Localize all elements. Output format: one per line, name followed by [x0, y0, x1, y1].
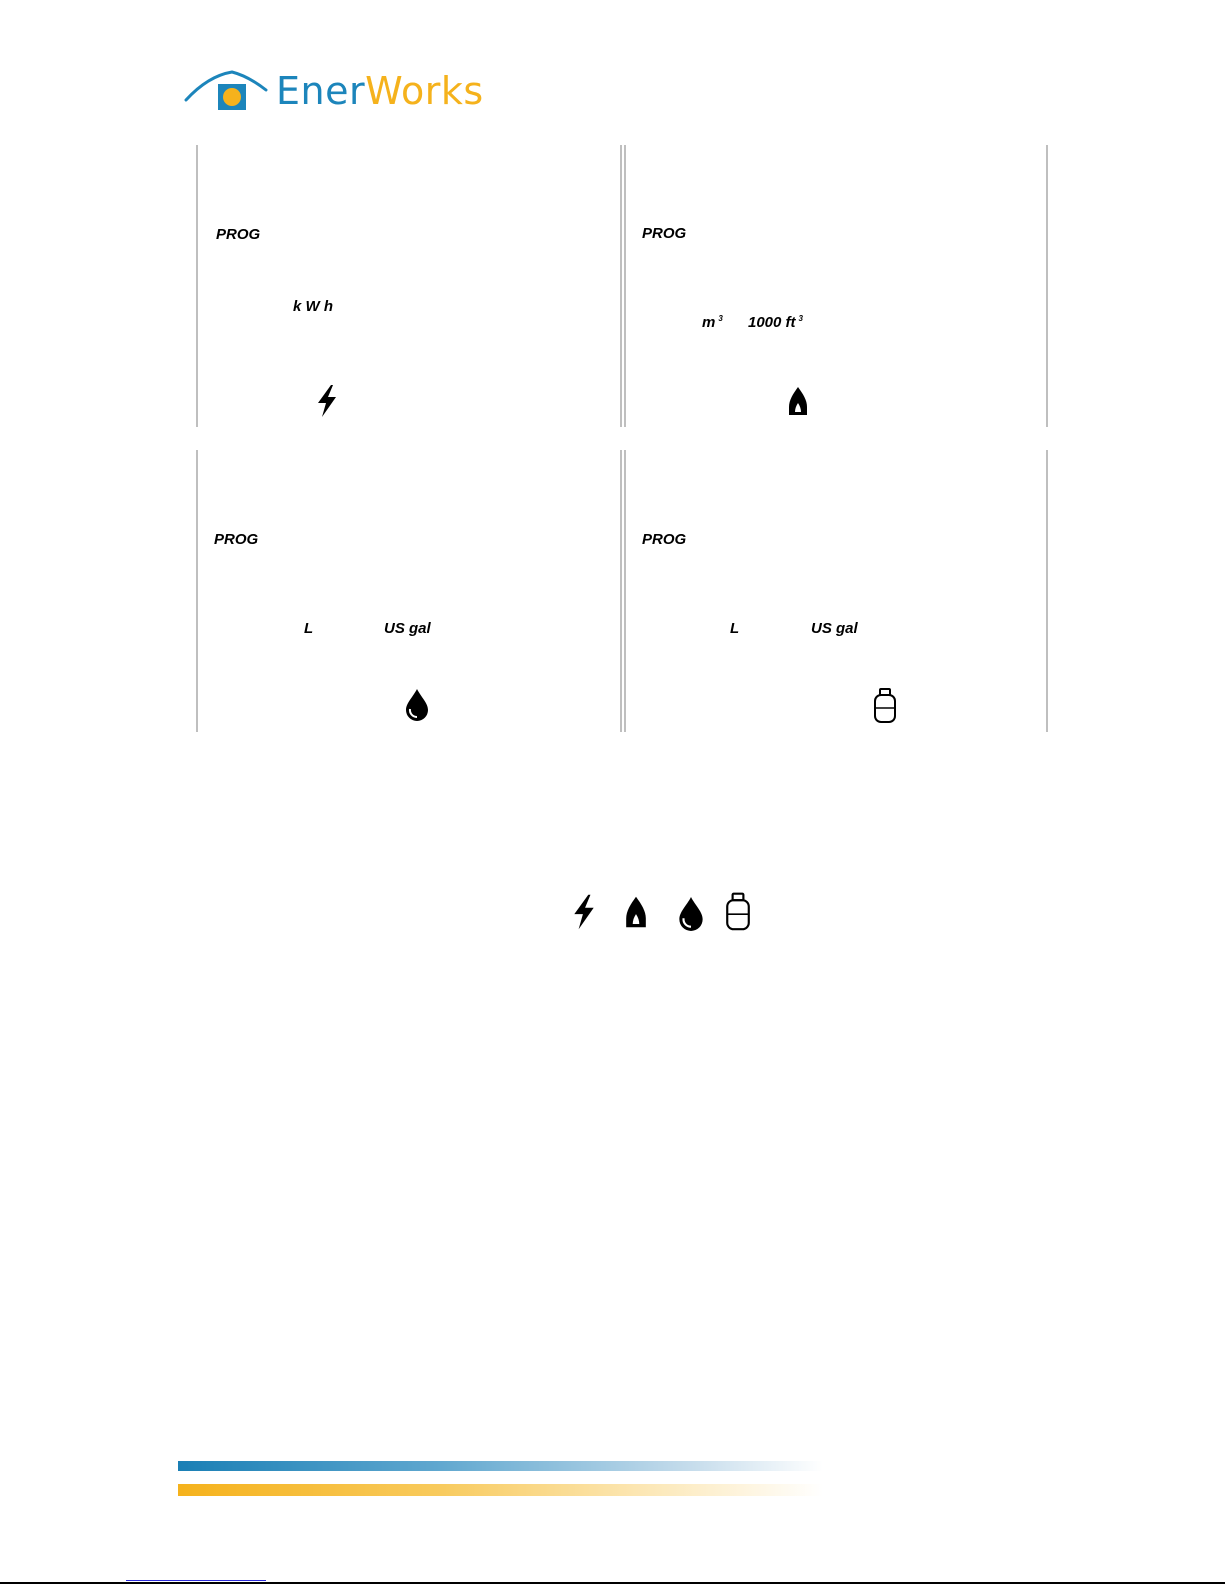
gas-flame-icon — [624, 894, 648, 930]
panel-divider — [1046, 145, 1048, 427]
panel-divider — [196, 450, 198, 732]
unit-liters: L — [304, 620, 314, 637]
unit-us-gallons: US gal — [811, 620, 858, 637]
house-sun-logo-icon — [180, 62, 280, 122]
panel-divider — [620, 450, 622, 732]
prog-label: PROG — [214, 531, 259, 548]
propane-tank-icon — [872, 688, 898, 724]
oil-drop-icon — [404, 688, 430, 722]
footer-blue-gradient-bar — [178, 1461, 1038, 1471]
prog-label: PROG — [642, 531, 687, 548]
unit-cubic-meters: m $^3$ — [702, 314, 723, 331]
panel-divider — [624, 145, 626, 427]
footer-rule — [0, 1582, 1225, 1584]
unit-us-gallons: US gal — [384, 620, 431, 637]
lightning-bolt-icon — [314, 384, 340, 418]
footer-yellow-gradient-bar — [178, 1484, 1038, 1496]
panel-divider — [196, 145, 198, 427]
prog-label: PROG — [216, 226, 261, 243]
oil-drop-icon — [677, 896, 705, 932]
footer-link-underline[interactable] — [126, 1580, 266, 1581]
gas-flame-icon — [787, 386, 809, 416]
panel-divider — [1046, 450, 1048, 732]
unit-liters: L — [730, 620, 740, 637]
panel-divider — [624, 450, 626, 732]
unit-kwh: k W h — [293, 298, 333, 315]
enerworks-logo — [180, 62, 490, 122]
panel-divider — [620, 145, 622, 427]
lightning-bolt-icon — [570, 893, 598, 931]
prog-label: PROG — [642, 225, 687, 242]
propane-tank-icon — [724, 892, 752, 932]
unit-thousand-cubic-feet: 1000 ft $^3$ — [748, 314, 803, 331]
brand-name: EnerWorks — [276, 69, 484, 113]
